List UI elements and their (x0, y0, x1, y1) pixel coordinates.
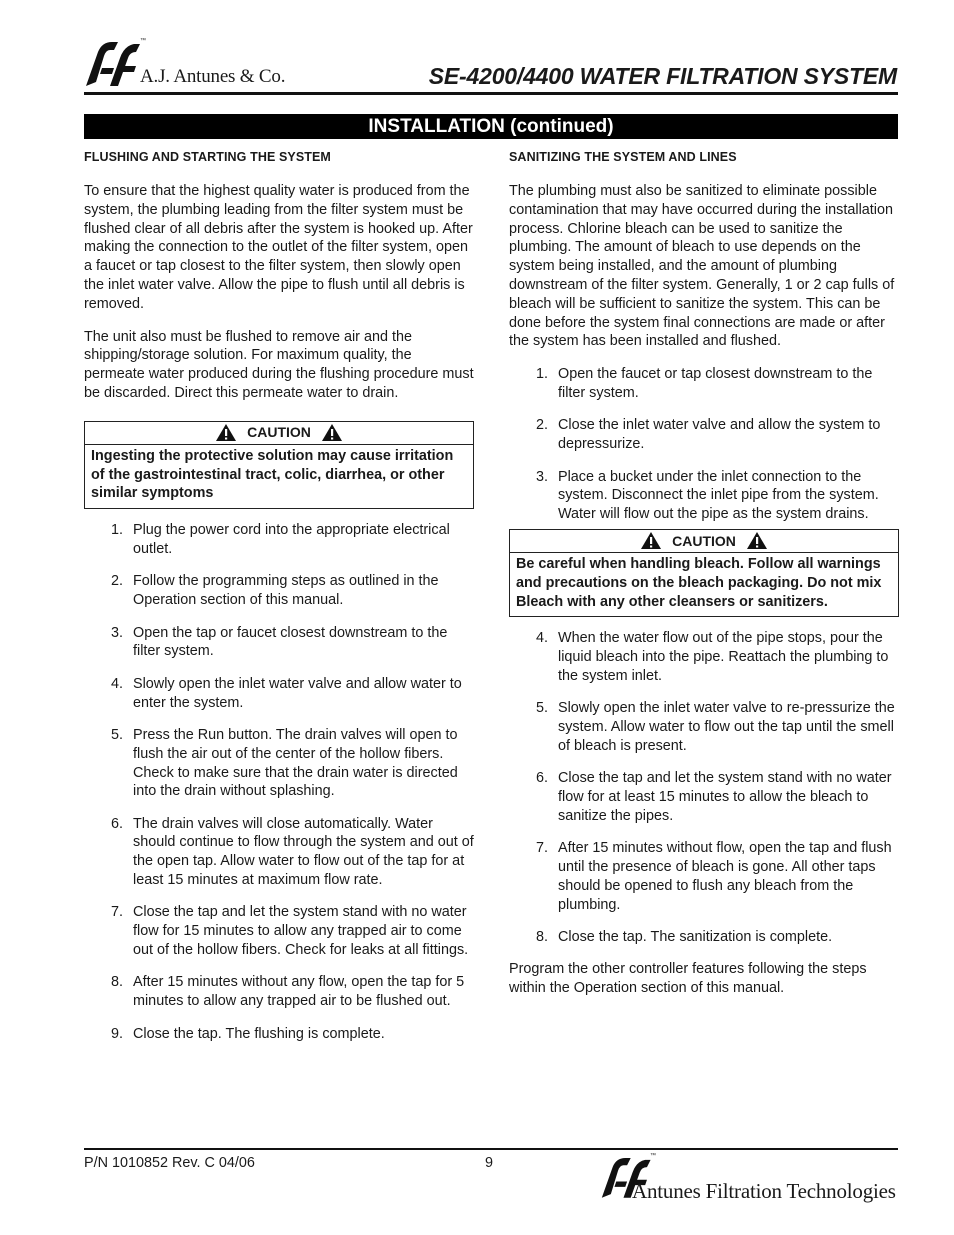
sanitizing-paragraph: The plumbing must also be sanitized to eliminate possible contamination that may have occurred during the installation process. Chlorine bleach can be used to sanitize the plumbing. The amount of bleach to use depends on the system being installed, and the amount of plumbing downstream of the filter system. Generally, 1 or 2 cap fulls of bleach will be sufficient to sanitize the system. This can be done before the system final connections are made or after the system has been installed and flushed. (509, 183, 895, 350)
step-text: Close the tap. The sanitization is complete. (558, 929, 833, 946)
caution-box-solution (84, 421, 474, 509)
flushing-heading: FLUSHING AND STARTING THE SYSTEM (84, 150, 331, 164)
step-number: 4. (110, 675, 123, 692)
list-item (84, 815, 474, 890)
step-text: Open the tap or faucet closest downstream to the filter system. (133, 624, 448, 660)
caution-header (85, 422, 473, 445)
step-text: Open the faucet or tap closest downstream to the filter system. (558, 366, 873, 401)
flushing-paragraph-1: To ensure that the highest quality water is produced from the system, the plumbing leading from the filter system must be flushed clear of all debris after the system is hooked up. After making the connection to the outlet of the filter system, open a faucet or tap closest to the filter system, then slowly open the inlet water valve. Allow the pipe to flush until all debris is removed. (84, 183, 473, 312)
trademark-mark: ™ (650, 1153, 656, 1159)
warning-triangle-icon (215, 423, 237, 442)
step-number: 1. (535, 366, 548, 383)
caution-label: CAUTION (247, 424, 311, 441)
step-text: Close the inlet water valve and allow the system to depressurize. (558, 417, 881, 453)
step-number: 3. (535, 468, 548, 485)
step-text: Close the tap. The flushing is complete. (133, 1025, 385, 1042)
sanitizing-heading: SANITIZING THE SYSTEM AND LINES (509, 150, 737, 164)
step-number: 8. (110, 974, 123, 991)
step-text: Place a bucket under the inlet connection to the system. Disconnect the inlet pipe from the system. Water will flow out the pipe as the system drains. (558, 468, 879, 523)
step-number: 7. (110, 904, 123, 921)
flushing-paragraph-2: The unit also must be flushed to remove air and the shipping/storage solution. For maximum quality, the permeate water produced during the flushing procedure must be discarded. Direct this permeate water to drain. (84, 328, 474, 401)
list-item (509, 699, 899, 755)
closing-paragraph: Program the other controller features following the steps within the Operation section of this manual. (509, 961, 867, 997)
step-number: 2. (110, 573, 123, 590)
step-number: 6. (110, 815, 123, 832)
trademark-mark: ™ (140, 38, 146, 44)
list-item (84, 675, 474, 713)
footer-logo (600, 1151, 900, 1207)
caution-label: CAUTION (672, 532, 736, 549)
list-item (84, 726, 474, 801)
list-item (509, 416, 899, 454)
list-item (509, 928, 899, 947)
step-number: 5. (535, 700, 548, 717)
left-column (84, 150, 474, 1057)
caution-header (510, 530, 898, 553)
step-text: Slowly open the inlet water valve and allow water to enter the system. (133, 675, 462, 711)
caution-text: Ingesting the protective solution may cause irritation of the gastrointestinal tract, colic, diarrhea, or other similar symptoms (91, 447, 454, 502)
company-name: A.J. Antunes & Co. (140, 66, 286, 87)
step-text: After 15 minutes without flow, open the tap and flush until the presence of bleach is gone. All other taps should be opened to flush any bleach from the plumbing. (558, 840, 892, 913)
footer-brand-name: Antunes Filtration Technologies (632, 1179, 896, 1203)
footer-divider (84, 1148, 898, 1150)
step-text: Plug the power cord into the appropriate electrical outlet. (133, 522, 450, 557)
company-logo (84, 38, 284, 90)
step-text: The drain valves will close automatically. Water should continue to flow through the system and out of the open tap. Allow water to flow out of the tap for at least 15 minutes at maximum flow rate. (133, 815, 474, 889)
sanitizing-steps-second (509, 629, 899, 947)
step-text: Press the Run button. The drain valves will open to flush the air out of the center of the hollow fibers. Check to make sure that the drain water is directed into the drain without splashing. (133, 726, 458, 800)
page-number: 9 (485, 1155, 494, 1171)
step-number: 4. (535, 630, 548, 647)
step-number: 3. (110, 624, 123, 641)
sanitizing-steps-first (509, 365, 899, 524)
step-text: Close the tap and let the system stand with no water flow for 15 minutes to allow any trapped air to come out of the hollow fibers. Check for leaks at all fittings. (133, 904, 469, 959)
warning-triangle-icon (640, 531, 662, 550)
step-number: 1. (110, 522, 123, 539)
step-number: 5. (110, 726, 123, 743)
step-text: Close the tap and let the system stand with no water flow for at least 15 minutes to allow the bleach to sanitize the pipes. (558, 770, 892, 824)
part-number: P/N 1010852 Rev. C 04/06 (84, 1155, 255, 1171)
step-number: 7. (535, 840, 548, 857)
step-number: 9. (110, 1025, 123, 1042)
flushing-steps (84, 521, 474, 1043)
step-number: 8. (535, 929, 548, 946)
list-item (84, 572, 474, 610)
step-text: Follow the programming steps as outlined in the Operation section of this manual. (133, 573, 439, 609)
right-column (509, 150, 899, 1012)
list-item (84, 521, 474, 559)
step-number: 6. (535, 770, 548, 787)
caution-box-bleach (509, 529, 899, 617)
list-item (84, 973, 474, 1011)
header-divider (84, 92, 898, 95)
list-item (84, 624, 474, 662)
warning-triangle-icon (746, 531, 768, 550)
list-item (84, 1025, 474, 1044)
list-item (509, 769, 899, 825)
step-number: 2. (535, 417, 548, 434)
aj-logo-mark-icon (84, 38, 146, 88)
document-title: SE-4200/4400 WATER FILTRATION SYSTEM (428, 63, 897, 89)
step-text: Slowly open the inlet water valve to re-pressurize the system. Allow water to flow out the tap until the smell of bleach is present. (558, 700, 895, 754)
step-text: When the water flow out of the pipe stops, pour the liquid bleach into the pipe. Reattach the plumbing to the system inlet. (558, 630, 889, 684)
caution-text: Be careful when handling bleach. Follow all warnings and precautions on the bleach packaging. Do not mix Bleach with any other cleansers or sanitizers. (516, 555, 882, 610)
section-banner: INSTALLATION (continued) (84, 114, 898, 139)
list-item (84, 903, 474, 959)
list-item (509, 365, 899, 403)
warning-triangle-icon (321, 423, 343, 442)
list-item (509, 468, 899, 524)
list-item (509, 839, 899, 914)
step-text: After 15 minutes without any flow, open the tap for 5 minutes to allow any trapped air to be flushed out. (133, 974, 465, 1010)
list-item (509, 629, 899, 685)
